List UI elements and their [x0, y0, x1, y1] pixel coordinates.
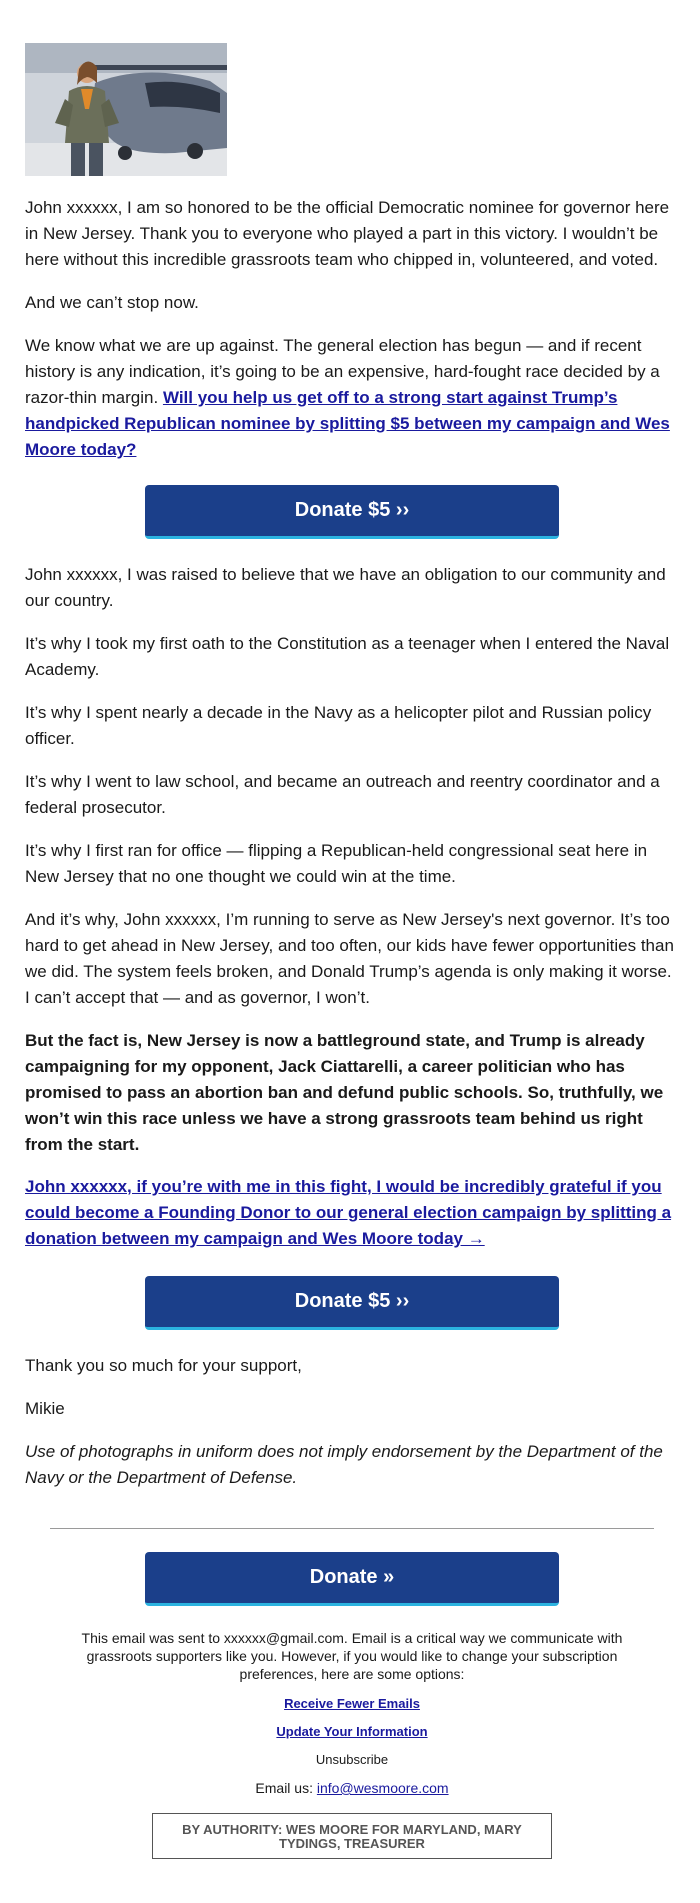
footer-notice: This email was sent to xxxxxx@gmail.com. Email is a critical way we communicate with grassroots supporters like you. However, if you would like to change your subscription preferences, here are some options:: [81, 1630, 623, 1682]
general-election-text: We know what we are up against. The general election has begun — and if recent history is any indication, it’s going to be an expensive, hard-fought race decided by a razor-thin margin.: [25, 336, 660, 407]
donate-5-button-top[interactable]: Donate $5 ››: [145, 485, 559, 539]
law-school-paragraph: It’s why I went to law school, and became an outreach and reentry coordinator and a federal prosecutor.: [25, 772, 660, 817]
first-ran-paragraph: It’s why I first ran for office — flipping a Republican-held congressional seat here in New Jersey that no one thought we could win at the time.: [25, 841, 648, 886]
paid-for-by-box: [152, 1813, 552, 1859]
general-election-paragraph: [25, 333, 675, 463]
signature-name: Mikie: [25, 1399, 65, 1418]
obligation-paragraph: John xxxxxx, I was raised to believe that we have an obligation to our community and our country.: [25, 565, 666, 610]
cant-stop-paragraph: And we can’t stop now.: [25, 293, 199, 312]
donate-5-button-bottom[interactable]: Donate $5 ››: [145, 1276, 559, 1330]
receive-fewer-emails-link[interactable]: Receive Fewer Emails: [284, 1696, 420, 1711]
intro-paragraph: John xxxxxx, I am so honored to be the official Democratic nominee for governor here in New Jersey. Thank you to everyone who played a part in this victory. I wouldn’t be here without this incredible grassroots team who chipped in, volunteered, and voted.: [25, 198, 670, 269]
footer-email-us: [0, 1780, 700, 1796]
thank-you-paragraph: Thank you so much for your support,: [25, 1356, 302, 1375]
founding-donor-paragraph: [25, 1174, 675, 1252]
update-information-link[interactable]: Update Your Information: [276, 1724, 428, 1739]
footer-divider: [50, 1528, 654, 1529]
hero-photo-illustration: [25, 43, 227, 176]
contact-email-link[interactable]: info@wesmoore.com: [316, 1780, 449, 1796]
uniform-disclaimer: Use of photographs in uniform does not imply endorsement by the Department of the Navy or the Department of Defense.: [25, 1442, 663, 1487]
donate-footer-button[interactable]: Donate »: [145, 1552, 559, 1606]
running-governor-paragraph: And it’s why, John xxxxxx, I’m running to serve as New Jersey's next governor. It’s too hard to get ahead in New Jersey, and too often, our kids have fewer opportunities than we did. The system feels broken, and Donald Trump’s agenda is only making it worse. I can’t accept that — and as governor, I won’t.: [25, 910, 674, 1007]
unsubscribe-link[interactable]: Unsubscribe: [315, 1752, 389, 1767]
founding-donor-link[interactable]: John xxxxxx, if you’re with me in this fight, I would be incredibly grateful if you could become a Founding Donor to our general election campaign by splitting a donation between my campaign and Wes Moore today →: [25, 1177, 672, 1248]
split-donation-link[interactable]: Will you help us get off to a strong start against Trump’s handpicked Republican nominee by splitting $5 between my campaign and Wes Moore today?: [25, 388, 670, 459]
hero-photo: [25, 43, 227, 176]
authority-text: BY AUTHORITY: WES MOORE FOR MARYLAND, MARY TYDINGS, TREASURER: [182, 1822, 522, 1851]
navy-paragraph: It’s why I spent nearly a decade in the Navy as a helicopter pilot and Russian policy officer.: [25, 703, 652, 748]
naval-academy-paragraph: It’s why I took my first oath to the Constitution as a teenager when I entered the Naval Academy.: [25, 634, 670, 679]
email-us-label: Email us:: [255, 1780, 317, 1796]
battleground-paragraph: But the fact is, New Jersey is now a battleground state, and Trump is already campaigning for my opponent, Jack Ciattarelli, a career politician who has promised to pass an abortion ban and defund public schools. So, truthfully, we won’t win this race unless we have a strong grassroots team behind us right from the start.: [25, 1031, 664, 1154]
